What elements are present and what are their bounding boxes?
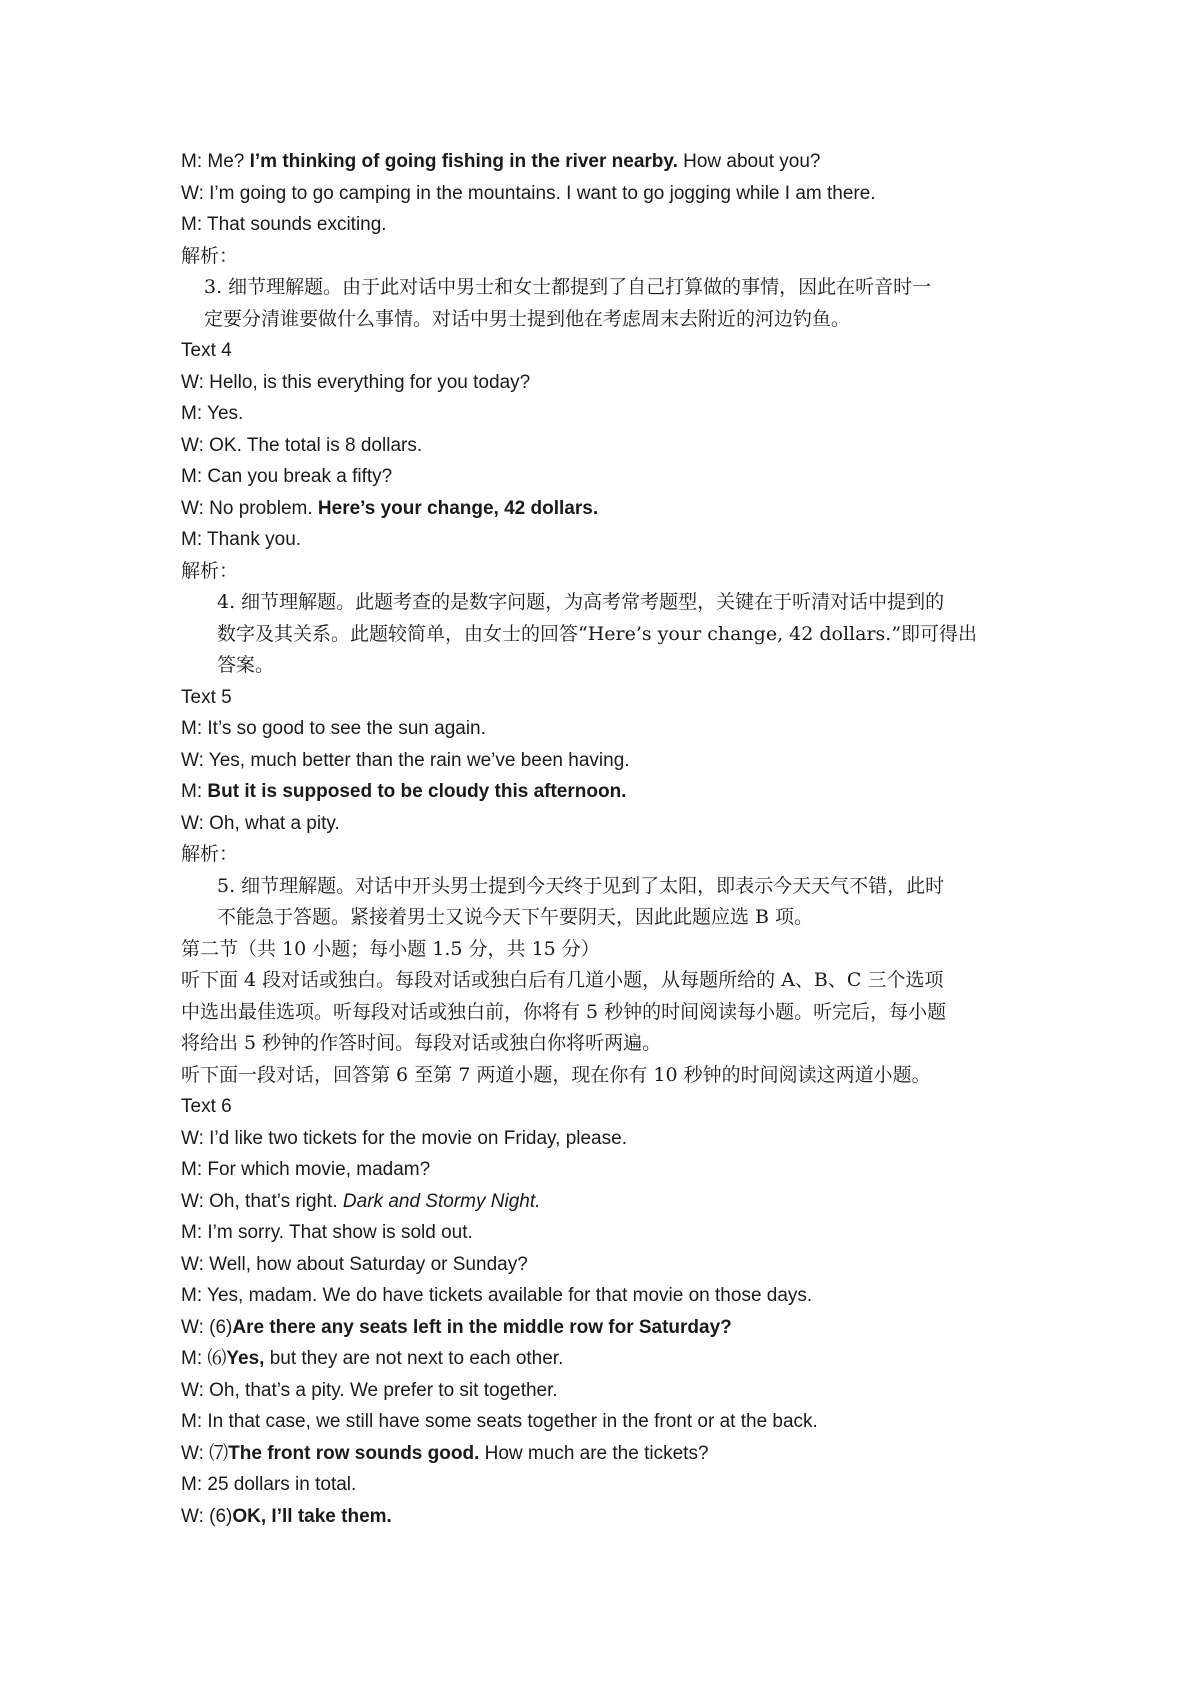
text-span: 3. 细节理解题。由于此对话中男士和女士都提到了自己打算做的事情，因此在听音时一 — [204, 276, 932, 298]
text-span: W: Well, how about Saturday or Sunday? — [181, 1253, 528, 1275]
text-line — [181, 1217, 1021, 1249]
text-span: 解析： — [181, 559, 239, 582]
text-line — [181, 1123, 1021, 1155]
text-line — [181, 1060, 1021, 1092]
text-span: M: For which movie, madam? — [181, 1159, 431, 1180]
text-line — [181, 650, 1021, 682]
bold-text: The front row sounds good. — [228, 1442, 480, 1464]
text-span: 第二节（共 10 小题；每小题 1.5 分，共 15 分） — [181, 937, 600, 960]
text-line — [181, 776, 1021, 808]
text-line — [181, 367, 1021, 399]
text-line — [181, 430, 1021, 462]
text-span: 解析： — [181, 244, 239, 267]
text-span: How much are the tickets? — [479, 1442, 709, 1464]
text-span: W: OK. The total is 8 dollars. — [181, 434, 423, 456]
text-span: 中选出最佳选项。听每段对话或独白前，你将有 5 秒钟的时间阅读每小题。听完后，每小题 — [181, 1000, 947, 1023]
bold-text: I’m thinking of going fishing in the river nearby. — [249, 151, 678, 172]
document-page — [181, 146, 1021, 1532]
text-line — [181, 1091, 1021, 1123]
text-span: 答案。 — [217, 654, 275, 676]
text-line — [181, 682, 1021, 714]
text-span: M: Yes. — [181, 403, 244, 424]
text-span: M: — [181, 781, 208, 802]
text-line — [181, 808, 1021, 840]
text-line — [181, 178, 1021, 210]
bold-text: Are there any seats left in the middle row for Saturday? — [232, 1316, 732, 1338]
text-line — [181, 1343, 1021, 1375]
bold-text: Here’s your change, 42 dollars. — [317, 497, 599, 519]
text-span: Text 6 — [181, 1096, 232, 1117]
text-span: M: ⑹ — [181, 1348, 227, 1369]
text-line — [181, 304, 1021, 336]
text-span: Text 5 — [181, 686, 232, 708]
bold-text: But it is supposed to be cloudy this afternoon. — [207, 781, 627, 802]
text-line — [181, 1186, 1021, 1218]
text-line — [181, 209, 1021, 241]
text-span: but they are not next to each other. — [264, 1348, 564, 1369]
text-span: How about you? — [677, 151, 821, 172]
text-span: W: I’m going to go camping in the mountains. I want to go jogging while I am there. — [181, 182, 876, 204]
text-span: 不能急于答题。紧接着男士又说今天下午要阴天，因此此题应选 B 项。 — [217, 906, 814, 928]
text-span: 听下面一段对话，回答第 6 至第 7 两道小题，现在你有 10 秒钟的时间阅读这两道小题。 — [181, 1063, 931, 1086]
text-line — [181, 335, 1021, 367]
text-span: W: Yes, much better than the rain we’ve been having. — [181, 749, 630, 771]
text-line — [181, 1406, 1021, 1438]
text-span: 数字及其关系。此题较简单，由女士的回答“Here’s your change, 42 dollars.”即可得出 — [217, 622, 978, 645]
text-line — [181, 997, 1021, 1029]
text-line — [181, 745, 1021, 777]
text-line — [181, 902, 1021, 934]
text-line — [181, 1280, 1021, 1312]
text-line — [181, 1438, 1021, 1470]
text-line — [181, 146, 1021, 178]
text-line — [181, 524, 1021, 556]
text-span: M: I’m sorry. That show is sold out. — [181, 1222, 473, 1243]
text-span: W: I’d like two tickets for the movie on Friday, please. — [181, 1127, 627, 1149]
text-line — [181, 1249, 1021, 1281]
text-line — [181, 965, 1021, 997]
text-line — [181, 1312, 1021, 1344]
text-span: M: Thank you. — [181, 529, 302, 550]
text-span: W: Hello, is this everything for you today? — [181, 371, 531, 393]
text-span: M: Yes, madam. We do have tickets available for that movie on those days. — [181, 1285, 813, 1306]
text-span: M: In that case, we still have some seats together in the front or at the back. — [181, 1411, 818, 1432]
text-line — [181, 839, 1021, 871]
text-span: W: (6) — [181, 1505, 233, 1527]
text-span: 5. 细节理解题。对话中开头男士提到今天终于见到了太阳，即表示今天天气不错，此时 — [217, 874, 945, 897]
text-line — [181, 871, 1021, 903]
text-line — [181, 619, 1021, 651]
text-span: W: (6) — [181, 1316, 233, 1338]
text-line — [181, 556, 1021, 588]
text-line — [181, 1154, 1021, 1186]
text-span: W: ⑺ — [181, 1442, 229, 1464]
bold-text: Yes, — [226, 1348, 265, 1369]
text-line — [181, 1028, 1021, 1060]
text-span: W: No problem. — [181, 497, 318, 519]
text-span: M: That sounds exciting. — [181, 214, 387, 235]
italic-text: Dark and Stormy Night. — [342, 1190, 541, 1212]
text-line — [181, 1501, 1021, 1533]
text-span: 将给出 5 秒钟的作答时间。每段对话或独白你将听两遍。 — [181, 1032, 662, 1054]
text-line — [181, 713, 1021, 745]
text-span: M: Me? — [181, 151, 250, 172]
text-line — [181, 493, 1021, 525]
text-line — [181, 241, 1021, 273]
text-span: M: 25 dollars in total. — [181, 1474, 357, 1495]
text-span: W: Oh, what a pity. — [181, 812, 340, 834]
text-span: Text 4 — [181, 340, 232, 361]
text-span: W: Oh, that’s right. — [181, 1190, 343, 1212]
text-line — [181, 587, 1021, 619]
text-line — [181, 272, 1021, 304]
text-span: 听下面 4 段对话或独白。每段对话或独白后有几道小题，从每题所给的 A、B、C 三个选项 — [181, 969, 944, 991]
text-line — [181, 398, 1021, 430]
text-span: 4. 细节理解题。此题考查的是数字问题，为高考常考题型，关键在于听清对话中提到的 — [217, 591, 945, 613]
bold-text: OK, I’ll take them. — [232, 1505, 392, 1527]
text-span: W: Oh, that’s a pity. We prefer to sit together. — [181, 1379, 558, 1401]
text-span: 解析： — [181, 843, 239, 865]
text-line — [181, 1375, 1021, 1407]
text-line — [181, 934, 1021, 966]
text-span: M: It’s so good to see the sun again. — [181, 718, 486, 739]
text-line — [181, 461, 1021, 493]
text-span: M: Can you break a fifty? — [181, 466, 393, 487]
text-span: 定要分清谁要做什么事情。对话中男士提到他在考虑周末去附近的河边钓鱼。 — [204, 307, 851, 330]
text-line — [181, 1469, 1021, 1501]
